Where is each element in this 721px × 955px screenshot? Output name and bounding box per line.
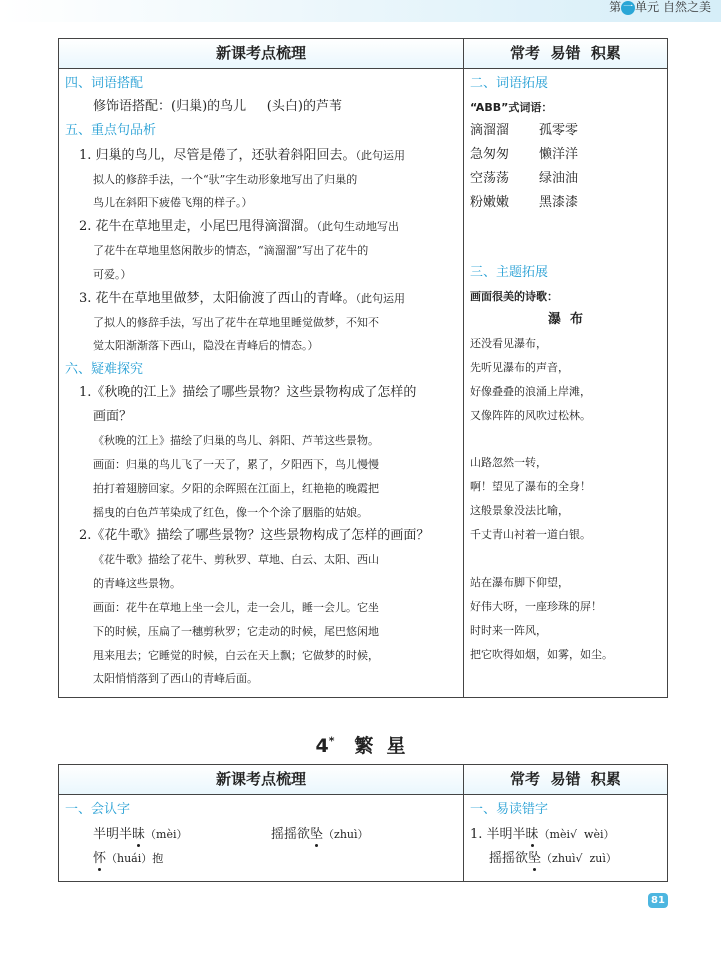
- poem-line-11: 站在瀑布脚下仰望，: [470, 576, 569, 589]
- collocation-line: 修饰语搭配：(归巢)的鸟儿 (头白)的芦苇: [93, 99, 342, 114]
- answer-1-line-4: 摇曳的白色芦苇染成了红色，像一个个涂了胭脂的姑娘。: [93, 506, 368, 519]
- poem-line-1: 还没看见瀑布，: [470, 337, 547, 350]
- poem-line-2: 先听见瀑布的声音，: [470, 361, 569, 374]
- sentence-1: 1. 归巢的鸟儿，尽管是倦了，还驮着斜阳回去。（此句运用: [79, 148, 406, 163]
- section-difficult-questions: 六、疑难探究: [65, 362, 144, 377]
- knowledge-table-1: [58, 38, 668, 698]
- answer-2-line-5: 甩来甩去；它睡觉的时候，白云在天上飘；它做梦的时候，: [93, 649, 379, 662]
- section-theme-expansion: 三、主题拓展: [470, 265, 549, 280]
- left-column-header: 新课考点梳理: [59, 39, 463, 69]
- answer-1-line-1: 《秋晚的江上》描绘了归巢的鸟儿、斜阳、芦苇这些景物。: [93, 434, 379, 447]
- answer-2-line-1: 《花牛歌》描绘了花牛、剪秋罗、草地、白云、太阳、西山: [93, 553, 379, 566]
- unit-number-badge: 一: [623, 1, 634, 13]
- lesson-number: 4: [315, 735, 329, 757]
- left-column-header-2: 新课考点梳理: [59, 765, 463, 795]
- lesson-name: 繁 星: [354, 735, 406, 757]
- char-item-2: 摇摇欲坠（zhuì）: [271, 827, 369, 842]
- answer-2-line-4: 下的时候，压扁了一穗剪秋罗；它走动的时候，尾巴悠闲地: [93, 625, 379, 638]
- lesson-mark: *: [328, 734, 335, 748]
- poem-line-3: 好像叠叠的浪涌上岸滩，: [470, 385, 591, 398]
- answer-2-line-2: 的青峰这些景物。: [93, 577, 181, 590]
- section-sentence-analysis: 五、重点句品析: [65, 123, 157, 138]
- poem-line-6: 山路忽然一转，: [470, 456, 547, 469]
- section-recognize-chars: 一、会认字: [65, 802, 131, 817]
- sentence-2-note-b: 可爱。）: [93, 268, 132, 281]
- poem-line-12: 好伟大呀，一座珍珠的屏！: [470, 600, 602, 613]
- question-1-line-1: 1.《秋晚的江上》描绘了哪些景物？这些景物构成了怎样的: [79, 385, 417, 400]
- answer-1-line-3: 拍打着翅膀回家。夕阳的余晖照在江面上，红艳艳的晚霞把: [93, 482, 379, 495]
- abb-word-2a: 急匆匆: [470, 147, 510, 162]
- misread-item-1: 1. 半明半昧（mèi√ wèi）: [470, 827, 615, 842]
- abb-word-2b: 懒洋洋: [539, 147, 579, 162]
- char-item-3: 怀（huái）抱: [93, 851, 164, 866]
- column-divider-2: [463, 765, 464, 881]
- abb-words-label: “ABB”式词语：: [470, 101, 553, 114]
- abb-word-4b: 黑漆漆: [539, 195, 579, 210]
- section-word-expansion: 二、词语拓展: [470, 76, 549, 91]
- abb-word-1b: 孤零零: [539, 123, 579, 138]
- poem-line-9: 千丈青山衬着一道白银。: [470, 528, 591, 541]
- poem-title: 瀑 布: [547, 312, 584, 327]
- section-word-collocation: 四、词语搭配: [65, 76, 144, 91]
- poem-line-7: 啊！望见了瀑布的全身！: [470, 480, 591, 493]
- answer-1-line-2: 画面：归巢的鸟儿飞了一天了，累了，夕阳西下，鸟儿慢慢: [93, 458, 379, 471]
- abb-word-4a: 粉嫩嫩: [470, 195, 510, 210]
- sentence-3: 3. 花牛在草地里做梦，太阳偷渡了西山的青峰。（此句运用: [79, 291, 406, 306]
- char-item-1: 半明半昧（mèi）: [93, 827, 188, 842]
- abb-word-3a: 空荡荡: [470, 171, 510, 186]
- unit-title: 自然之美: [662, 0, 711, 14]
- sentence-1-note-a: 拟人的修辞手法，一个“驮”字生动形象地写出了归巢的: [93, 173, 358, 186]
- poem-line-14: 把它吹得如烟，如雾，如尘。: [470, 648, 613, 661]
- poem-label: 画面很美的诗歌：: [470, 290, 558, 303]
- right-column-header-2: 常考 易错 积累: [464, 765, 667, 795]
- lesson-title: [0, 731, 721, 758]
- knowledge-table-2: [58, 764, 668, 882]
- question-2: 2.《花牛歌》描绘了哪些景物？这些景物构成了怎样的画面？: [79, 528, 430, 543]
- unit-suffix: 单元: [635, 0, 660, 14]
- answer-2-line-3: 画面：花牛在草地上坐一会儿，走一会儿，睡一会儿。它坐: [93, 601, 379, 614]
- sentence-3-note-b: 觉太阳渐渐落下西山，隐没在青峰后的情态。）: [93, 339, 319, 352]
- poem-line-8: 这般景象没法比喻，: [470, 504, 569, 517]
- abb-word-1a: 滴溜溜: [470, 123, 510, 138]
- unit-prefix: 第: [609, 0, 622, 14]
- answer-2-line-6: 太阳悄悄落到了西山的青峰后面。: [93, 672, 258, 685]
- sentence-2: 2. 花牛在草地里走，小尾巴甩得滴溜溜。（此句生动地写出: [79, 219, 400, 234]
- sentence-2-note-a: 了花牛在草地里悠闲散步的情态，“滴溜溜”写出了花牛的: [93, 244, 369, 257]
- abb-word-3b: 绿油油: [539, 171, 579, 186]
- section-misread-chars: 一、易读错字: [470, 802, 549, 817]
- column-divider: [463, 39, 464, 697]
- poem-line-13: 时时来一阵风，: [470, 624, 547, 637]
- page-number: 81: [648, 893, 668, 908]
- unit-header: [609, 0, 711, 18]
- poem-line-4: 又像阵阵的风吹过松林。: [470, 409, 591, 422]
- sentence-1-note-b: 鸟儿在斜阳下疲倦飞翔的样子。）: [93, 196, 253, 209]
- question-1-line-2: 画面？: [93, 409, 133, 424]
- misread-item-2: 摇摇欲坠（zhuì√ zuì）: [489, 851, 617, 866]
- sentence-3-note-a: 了拟人的修辞手法，写出了花牛在草地里睡觉做梦，不知不: [93, 316, 379, 329]
- right-column-header: 常考 易错 积累: [464, 39, 667, 69]
